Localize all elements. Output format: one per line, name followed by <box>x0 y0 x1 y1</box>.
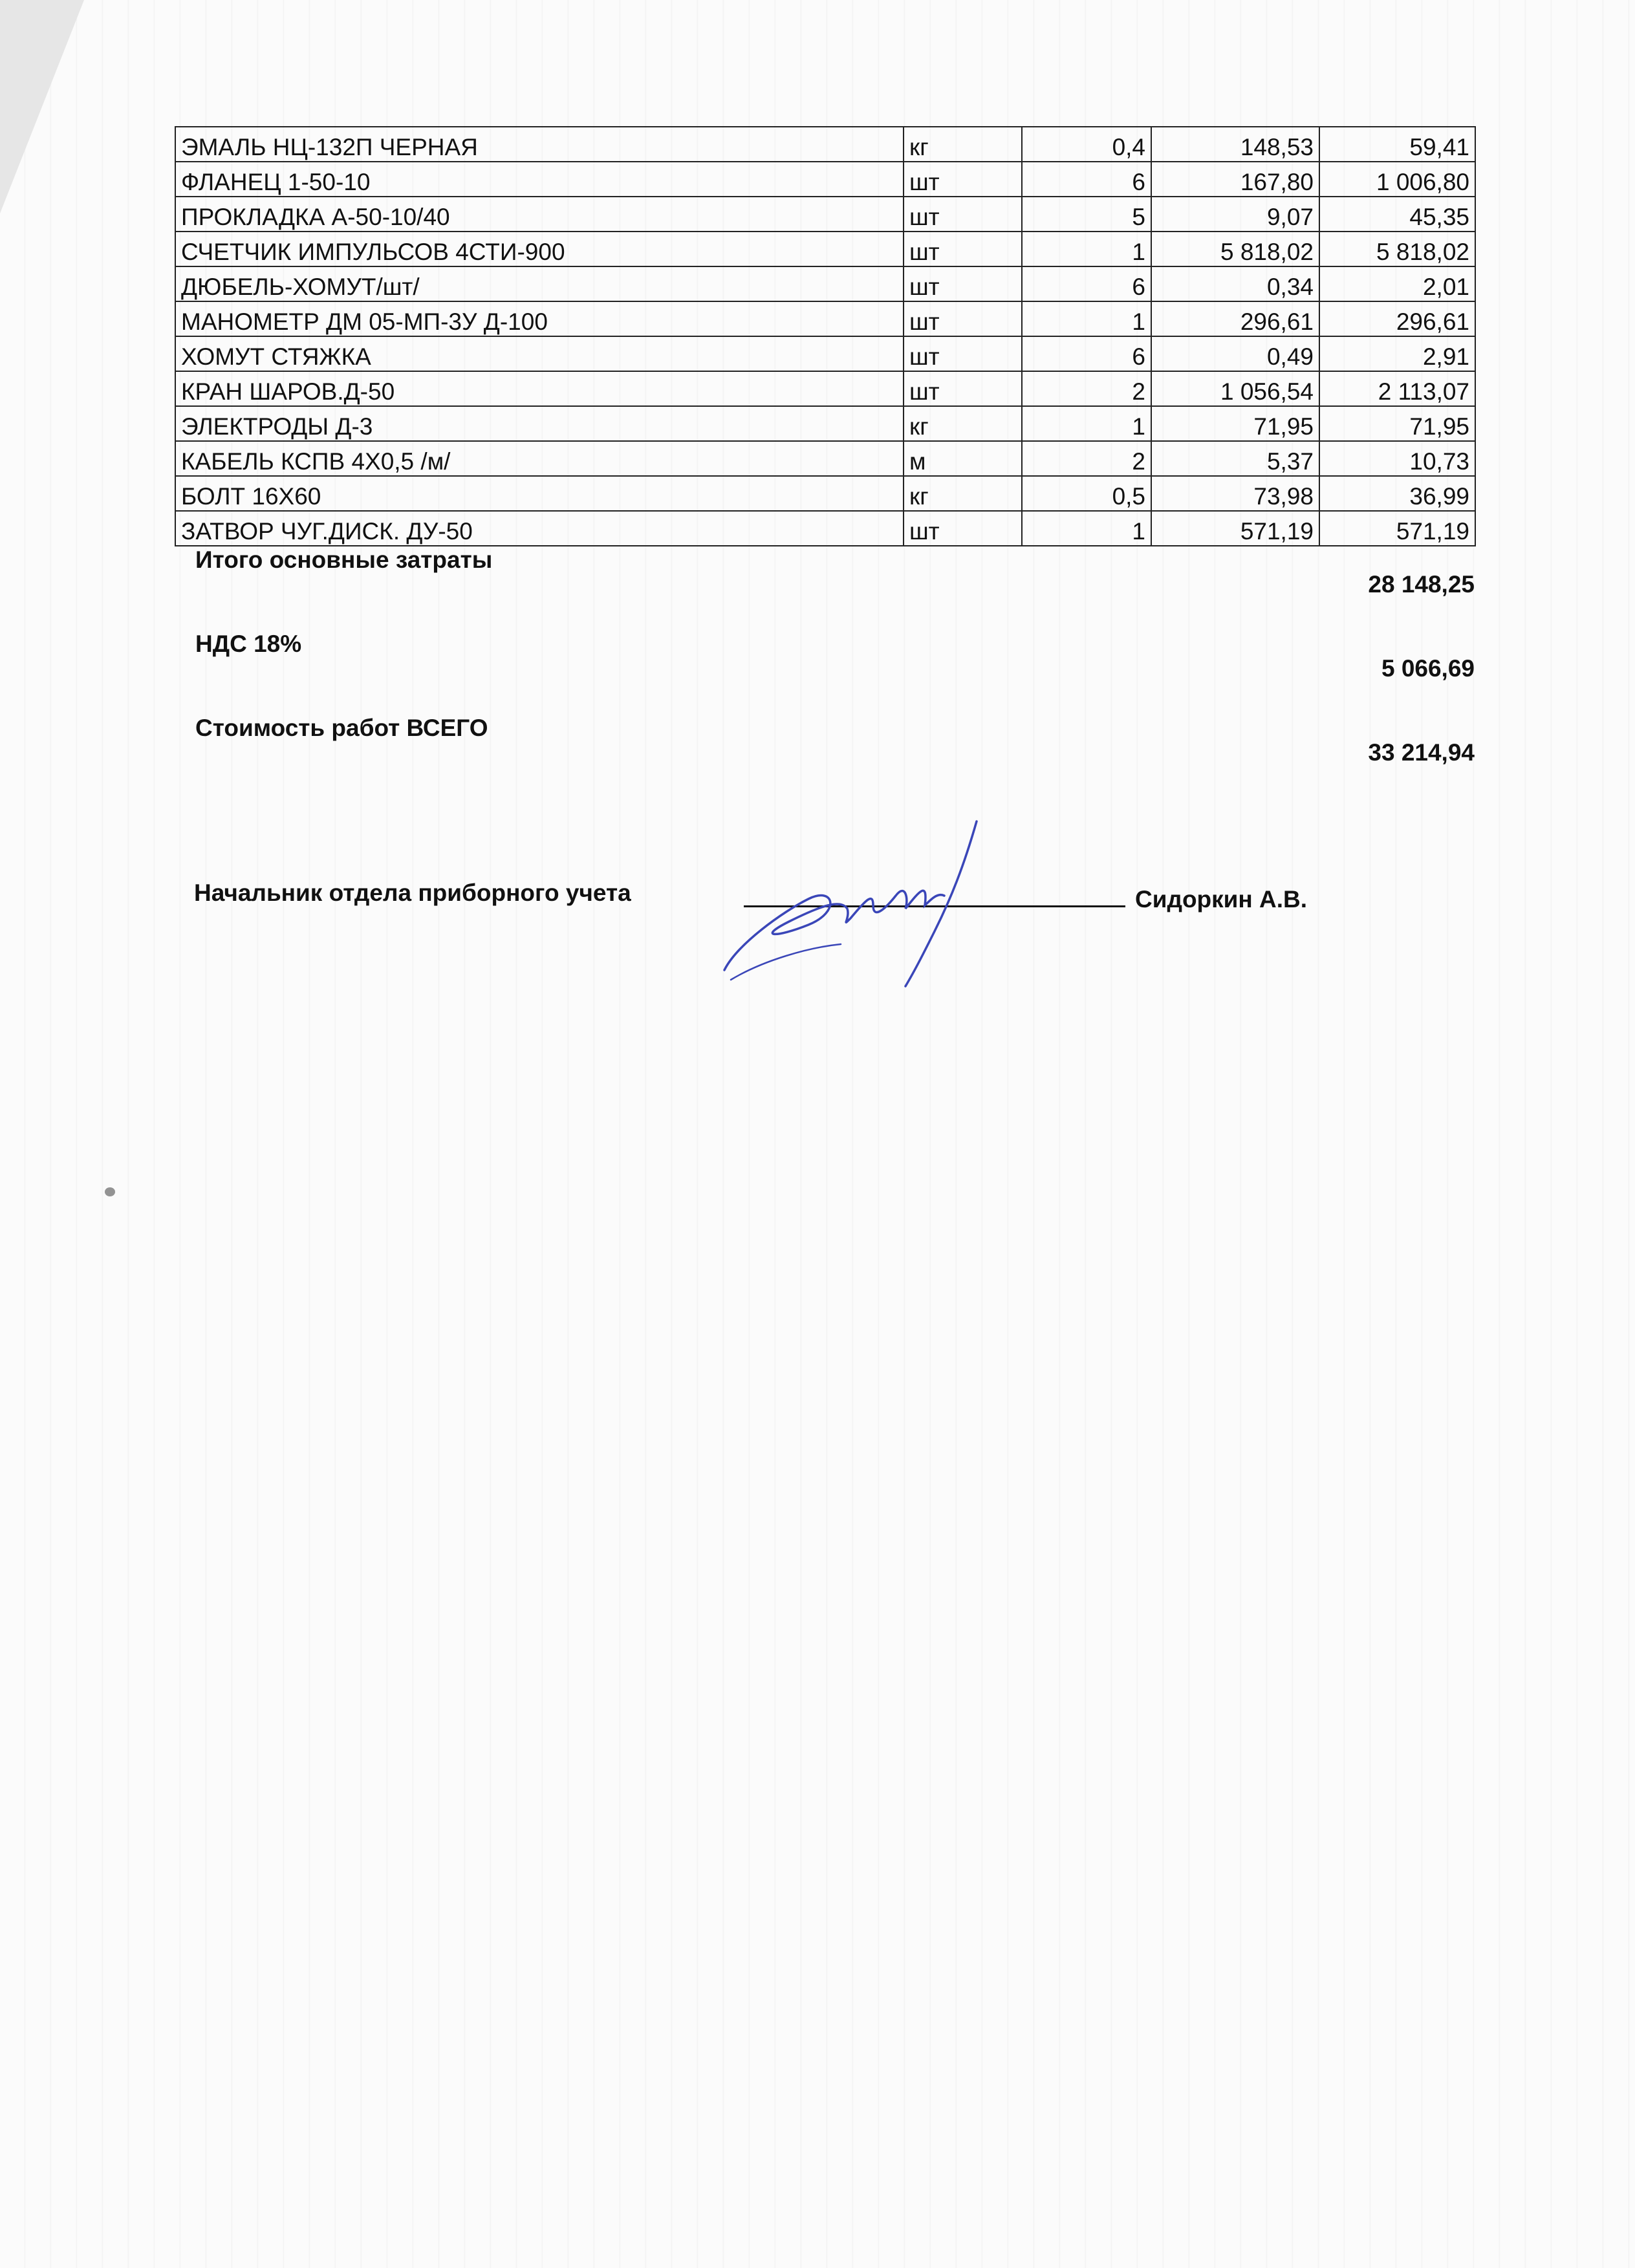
signer-title: Начальник отдела приборного учета <box>194 880 631 906</box>
table-row <box>175 127 1475 162</box>
handwritten-signature <box>711 815 1009 1009</box>
item-qty-cell: 1 <box>1022 232 1151 266</box>
table-row <box>175 232 1475 266</box>
item-name-cell: БОЛТ 16Х60 <box>175 476 904 511</box>
item-sum-cell: 1 006,80 <box>1319 162 1475 197</box>
item-unit-cell: шт <box>904 232 1022 266</box>
base-cost-row <box>175 546 1475 631</box>
item-qty-cell: 1 <box>1022 511 1151 546</box>
item-sum-cell: 2,91 <box>1319 336 1475 371</box>
item-price-cell: 9,07 <box>1151 197 1319 232</box>
item-qty-cell: 5 <box>1022 197 1151 232</box>
item-qty-cell: 0,4 <box>1022 127 1151 162</box>
item-qty-cell: 6 <box>1022 162 1151 197</box>
item-unit-cell: кг <box>904 406 1022 441</box>
table-row <box>175 476 1475 511</box>
item-unit-cell: м <box>904 441 1022 476</box>
table-row <box>175 441 1475 476</box>
item-unit-cell: шт <box>904 511 1022 546</box>
item-name-cell: СЧЕТЧИК ИМПУЛЬСОВ 4СТИ-900 <box>175 232 904 266</box>
item-unit-cell: шт <box>904 371 1022 406</box>
item-qty-cell: 0,5 <box>1022 476 1151 511</box>
summary-block <box>175 546 1475 799</box>
table-row <box>175 197 1475 232</box>
table-row <box>175 301 1475 336</box>
item-name-cell: МАНОМЕТР ДМ 05-МП-3У Д-100 <box>175 301 904 336</box>
item-price-cell: 5,37 <box>1151 441 1319 476</box>
signature-stroke-tail <box>905 821 977 986</box>
item-price-cell: 71,95 <box>1151 406 1319 441</box>
item-qty-cell: 2 <box>1022 441 1151 476</box>
item-price-cell: 167,80 <box>1151 162 1319 197</box>
item-sum-cell: 5 818,02 <box>1319 232 1475 266</box>
item-qty-cell: 6 <box>1022 266 1151 301</box>
item-unit-cell: шт <box>904 197 1022 232</box>
item-price-cell: 73,98 <box>1151 476 1319 511</box>
materials-table <box>175 126 1476 546</box>
base-cost-label: Итого основные затраты <box>195 546 493 573</box>
materials-table-body <box>175 127 1475 546</box>
item-qty-cell: 6 <box>1022 336 1151 371</box>
item-sum-cell: 2 113,07 <box>1319 371 1475 406</box>
signature-stroke-underline <box>731 944 841 980</box>
item-price-cell: 5 818,02 <box>1151 232 1319 266</box>
item-qty-cell: 1 <box>1022 406 1151 441</box>
item-price-cell: 0,49 <box>1151 336 1319 371</box>
total-label: Стоимость работ ВСЕГО <box>195 715 488 741</box>
item-unit-cell: шт <box>904 336 1022 371</box>
item-sum-cell: 59,41 <box>1319 127 1475 162</box>
item-name-cell: ЗАТВОР ЧУГ.ДИСК. ДУ-50 <box>175 511 904 546</box>
item-qty-cell: 2 <box>1022 371 1151 406</box>
table-row <box>175 511 1475 546</box>
estimate-sheet <box>175 126 1481 799</box>
total-row <box>175 715 1475 799</box>
item-price-cell: 296,61 <box>1151 301 1319 336</box>
item-price-cell: 571,19 <box>1151 511 1319 546</box>
table-row <box>175 266 1475 301</box>
item-qty-cell: 1 <box>1022 301 1151 336</box>
item-price-cell: 0,34 <box>1151 266 1319 301</box>
item-name-cell: ПРОКЛАДКА А-50-10/40 <box>175 197 904 232</box>
item-sum-cell: 10,73 <box>1319 441 1475 476</box>
item-sum-cell: 2,01 <box>1319 266 1475 301</box>
signature-stroke-main <box>724 891 944 970</box>
item-name-cell: ФЛАНЕЦ 1-50-10 <box>175 162 904 197</box>
vat-value: 5 066,69 <box>1381 655 1475 682</box>
item-price-cell: 148,53 <box>1151 127 1319 162</box>
table-row <box>175 406 1475 441</box>
base-cost-value: 28 148,25 <box>1368 571 1475 598</box>
table-row <box>175 336 1475 371</box>
vat-row <box>175 631 1475 715</box>
item-sum-cell: 296,61 <box>1319 301 1475 336</box>
item-name-cell: ХОМУТ СТЯЖКА <box>175 336 904 371</box>
item-price-cell: 1 056,54 <box>1151 371 1319 406</box>
table-row <box>175 371 1475 406</box>
signer-name: Сидоркин А.В. <box>1135 886 1308 913</box>
item-name-cell: КАБЕЛЬ КСПВ 4Х0,5 /м/ <box>175 441 904 476</box>
item-name-cell: КРАН ШАРОВ.Д-50 <box>175 371 904 406</box>
item-name-cell: ДЮБЕЛЬ-ХОМУТ/шт/ <box>175 266 904 301</box>
item-name-cell: ЭМАЛЬ НЦ-132П ЧЕРНАЯ <box>175 127 904 162</box>
item-unit-cell: кг <box>904 476 1022 511</box>
item-sum-cell: 571,19 <box>1319 511 1475 546</box>
item-unit-cell: кг <box>904 127 1022 162</box>
item-unit-cell: шт <box>904 301 1022 336</box>
item-unit-cell: шт <box>904 266 1022 301</box>
item-sum-cell: 45,35 <box>1319 197 1475 232</box>
table-row <box>175 162 1475 197</box>
item-name-cell: ЭЛЕКТРОДЫ Д-3 <box>175 406 904 441</box>
vat-label: НДС 18% <box>195 631 302 657</box>
total-value: 33 214,94 <box>1368 739 1475 766</box>
scan-speck <box>105 1187 115 1196</box>
item-sum-cell: 36,99 <box>1319 476 1475 511</box>
item-unit-cell: шт <box>904 162 1022 197</box>
item-sum-cell: 71,95 <box>1319 406 1475 441</box>
